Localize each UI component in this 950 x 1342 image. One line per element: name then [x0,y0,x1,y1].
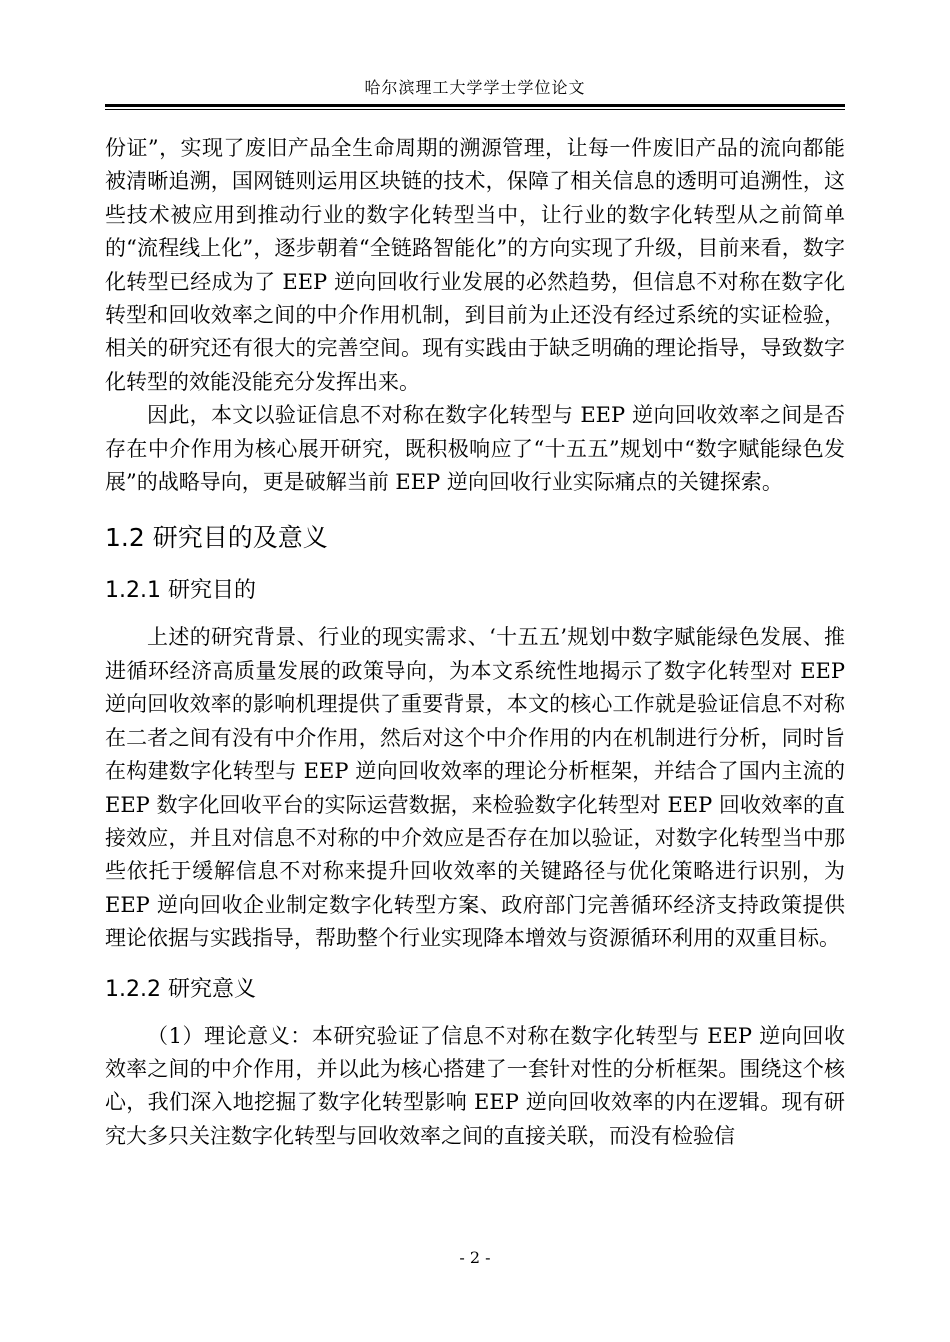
paragraph-theoretical-significance: （1）理论意义：本研究验证了信息不对称在数字化转型与 EEP 逆向回收效率之间的中介作用，并以此为核心搭建了一套针对性的分析框架。围绕这个核心，我们深入地挖掘了数字化转型影响 EEP 逆向回收效率的内在逻辑。现有研究大多只关注数字化转型与回收效率之间的直接关联，而没有检验信 [105,1023,845,1148]
subsection-heading-research-purpose: 1.2.1 研究目的 [105,578,256,604]
running-header: 哈尔滨理工大学学士学位论文 [364,78,586,97]
paragraph-research-purpose: 上述的研究背景、行业的现实需求、‘十五五’规划中数字赋能绿色发展、推进循环经济高质量发展的政策导向，为本文系统性地揭示了数字化转型对 EEP 逆向回收效率的影响机理提供了重要背景，本文的核心工作就是验证信息不对称在二者之间有没有中介作用，然后对这个中介作用的内在机制进行分析，同时旨在构建数字化转型与 EEP 逆向回收效率的理论分析框架，并结合了国内主流的 EEP 数字化回收平台的实际运营数据，来检验数字化转型对 EEP 回收效率的直接效应，并且对信息不对称的中介效应是否存在加以验证，对数字化转型当中那些依托于缓解信息不对称来提升回收效率的关键路径与优化策略进行识别，为 EEP 逆向回收企业制定数字化转型方案、政府部门完善循环经济支持政策提供理论依据与实践指导，帮助整个行业实现降本增效与资源循环利用的双重目标。 [105,625,845,951]
header-rule-thin [105,109,845,110]
header-rule-thick [105,104,845,107]
page-number: - 2 - [459,1248,491,1267]
subsection-heading-research-significance: 1.2.2 研究意义 [105,976,256,1002]
document-body [105,132,845,1153]
section-heading-research-purpose-significance: 1.2 研究目的及意义 [105,523,328,553]
paragraph-continuation: 份证”，实现了废旧产品全生命周期的溯源管理，让每一件废旧产品的流向都能被清晰追溯，国网链则运用区块链的技术，保障了相关信息的透明可追溯性，这些技术被应用到推动行业的数字化转型当中，让行业的数字化转型从之前简单的“流程线上化”，逐步朝着“全链路智能化”的方向实现了升级，目前来看，数字化转型已经成为了 EEP 逆向回收行业发展的必然趋势，但信息不对称在数字化转型和回收效率之间的中介作用机制，到目前为止还没有经过系统的实证检验，相关的研究还有很大的完善空间。现有实践由于缺乏明确的理论指导，导致数字化转型的效能没能充分发挥出来。 [105,136,845,394]
paragraph-research-focus: 因此，本文以验证信息不对称在数字化转型与 EEP 逆向回收效率之间是否存在中介作用为核心展开研究，既积极响应了“十五五”规划中“数字赋能绿色发展”的战略导向，更是破解当前 EEP 逆向回收行业实际痛点的关键探索。 [105,403,845,495]
